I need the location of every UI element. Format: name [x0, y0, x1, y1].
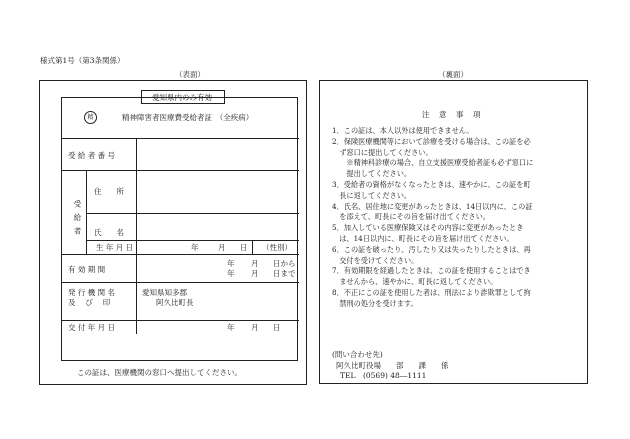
note-line: 3．受給者の資格がなくなったときは、速やかに、この証を町 — [332, 179, 531, 189]
front-footer-note: この証は、医療機関の窓口へ提出してください。 — [77, 368, 242, 377]
address-label: 住 所 — [94, 187, 124, 196]
front-card — [39, 80, 307, 385]
certificate-table — [61, 97, 298, 361]
notes-list — [332, 126, 533, 310]
valid-from-suffix: 日から — [273, 259, 296, 268]
front-side-label: （表面） — [175, 70, 205, 79]
issuer-label-line1: 発 行 機 関 名 — [68, 288, 116, 297]
note-line: 8．不正にこの証を使用した者は、刑法により詐欺罪として拘 — [332, 287, 531, 297]
issue-date-label: 交 付 年 月 日 — [68, 323, 116, 332]
issuer-label-line2: 及 び 印 — [68, 298, 111, 307]
validity-area-text: 愛知県内のみ有効 — [152, 93, 212, 102]
valid-from-year: 年 — [227, 259, 235, 268]
recipient-group-label: 受給者 — [73, 200, 82, 241]
notes-heading: 注 意 事 項 — [422, 110, 482, 119]
issue-month: 月 — [251, 323, 259, 332]
back-card — [319, 80, 588, 384]
issue-day: 日 — [273, 323, 281, 332]
birth-day-label: 日 — [240, 243, 248, 252]
birth-month-label: 月 — [218, 243, 226, 252]
validity-period-label: 有 効 期 間 — [68, 265, 106, 274]
valid-to-month: 月 — [251, 269, 259, 278]
note-line: 1．この証は、本人以外は使用できません。 — [332, 126, 474, 135]
seal-mark-icon: 精 — [84, 111, 97, 124]
note-line: 禁刑の処分を受けます。 — [332, 298, 418, 308]
note-line: を添えて、町長にその旨を届け出てください。 — [332, 212, 490, 222]
note-line: 5．加入している医療保険又はその内容に変更があったとき — [332, 223, 524, 233]
note-line: は、14日以内に、町長にその旨を届け出てください。 — [332, 233, 514, 243]
note-line: 提出してください。 — [332, 169, 412, 179]
contact-office: 阿久比町役場 部 課 係 — [336, 361, 449, 370]
name-label: 氏 名 — [94, 228, 124, 237]
valid-to-suffix: 日まで — [273, 269, 296, 278]
form-number: 様式第1号（第3条関係） — [40, 56, 125, 65]
note-line: 長に返してください。 — [332, 190, 412, 200]
valid-to-year: 年 — [227, 269, 235, 278]
issuer-name-line1: 愛知県知多郡 — [142, 288, 187, 297]
contact-heading: (問い合わせ先) — [332, 350, 383, 359]
note-line: 2．保険医療機関等において診療を受ける場合は、この証を必 — [332, 136, 531, 146]
birth-year-label: 年 — [191, 243, 199, 252]
contact-telephone: TEL (0569) 48―1111 — [340, 371, 427, 380]
issuer-name-line2: 阿久比町長 — [156, 298, 194, 307]
note-line: ず窓口に提出してください。 — [332, 147, 433, 157]
note-line: 6．この証を破ったり、汚したり又は失ったりしたときは、再 — [332, 244, 531, 254]
back-side-label: （裏面） — [438, 70, 468, 79]
note-line: 4．氏名、居住地に変更があったときは、14日以内に、この証 — [332, 201, 533, 211]
certificate-title: 精神障害者医療費受給者証 （全疾病） — [122, 113, 254, 122]
valid-from-month: 月 — [251, 259, 259, 268]
note-line: 7．有効期限を経過したときは、この証を使用することはでき — [332, 266, 531, 276]
note-line: ませんから、速やかに、町長に返してください。 — [332, 277, 498, 287]
note-line: ※精神科診療の場合、自立支援医療受給者証も必ず窓口に — [332, 158, 534, 168]
sex-label: （性別） — [262, 243, 292, 252]
issue-year: 年 — [227, 323, 235, 332]
birthdate-label: 生 年 月 日 — [96, 243, 134, 252]
recipient-number-label: 受 給 者 番 号 — [68, 151, 116, 160]
note-line: 交付を受けてください。 — [332, 255, 419, 265]
